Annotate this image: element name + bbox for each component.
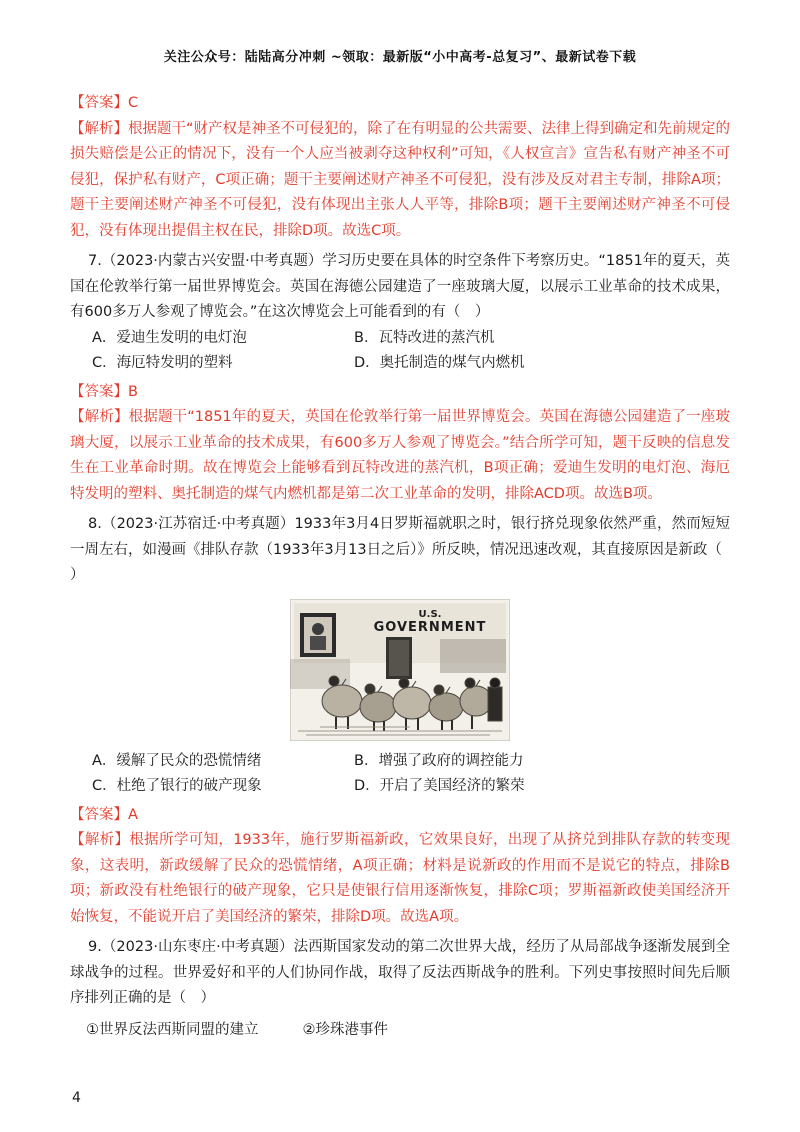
q6-analysis-paragraph: 【解析】根据题干“财产权是神圣不可侵犯的，除了在有明显的公共需要、法律上得到确定和先前规定的损失赔偿是公正的情况下，没有一个人应当被剥夺这种权利”可知，《人权宣言》宣告私有财产神圣不可侵犯，保护私有财产，C项正确；题干主要阐述财产神圣不可侵犯，没有涉及反对君主专制，排除A项；题干主要阐述财产神圣不可侵犯，没有体现出主张人人平等，排除B项；题干主要阐述财产神圣不可侵犯，没有体现出提倡主权在民，排除D项。故选C项。 xyxy=(70,120,731,239)
q7-option-a: A．爱迪生发明的电灯泡 xyxy=(92,329,247,346)
cartoon-image xyxy=(290,599,510,741)
svg-text:GOVERNMENT: GOVERNMENT xyxy=(373,619,487,635)
svg-text:U.S.: U.S. xyxy=(418,608,442,620)
q8-option-d: D．开启了美国经济的繁荣 xyxy=(354,778,525,794)
page-number: 4 xyxy=(72,1090,81,1106)
q7-options-row-1 xyxy=(70,326,730,352)
q8-option-a: A．缓解了民众的恐慌情绪 xyxy=(92,752,262,769)
q7-question-stem: 7.（2023·内蒙古兴安盟·中考真题）学习历史要在具体的时空条件下考察历史。“1851年的夏天，英国在伦敦举行第一届世界博览会。英国在海德公园建造了一座玻璃大厦，以展示工业革命的技术成果，有600多万人参观了博览会。”在这次博览会上可能看到的有（ ） xyxy=(70,253,730,320)
q7-options-row-2 xyxy=(70,351,730,377)
q8-question-stem: 8.（2023·江苏宿迁·中考真题）1933年3月4日罗斯福就职之时，银行挤兑现象依然严重，然而短短一周左右，如漫画《排队存款（1933年3月13日之后）》所反映，情况迅速改观，其直接原因是新政（ xyxy=(70,516,730,558)
q8-options-row-1 xyxy=(70,749,730,775)
q9-items-line xyxy=(70,1018,730,1044)
q8-analysis-paragraph: 【解析】根据所学可知，1933年，施行罗斯福新政，它效果良好，出现了从挤兑到排队存款的转变现象，这表明，新政缓解了民众的恐慌情绪，A项正确；材料是说新政的作用而不是说它的特点，排除B项；新政没有杜绝银行的破产现象，它只是使银行信用逐渐恢复，排除C项；罗斯福新政使美国经济开始恢复，不能说开启了美国经济的繁荣，排除D项。故选A项。 xyxy=(70,832,730,925)
q7-option-b: B．瓦特改进的蒸汽机 xyxy=(354,329,495,346)
q8-question-stem-close: ） xyxy=(70,567,85,583)
q8-cartoon-container xyxy=(70,599,730,741)
q9-item-1: ①世界反法西斯同盟的建立 xyxy=(86,1021,259,1038)
q8-options-row-2 xyxy=(70,774,730,800)
q8-option-b: B．增强了政府的调控能力 xyxy=(354,752,524,769)
q9-question-stem: 9.（2023·山东枣庄·中考真题）法西斯国家发动的第二次世界大战，经历了从局部战争逐渐发展到全球战争的过程。世界爱好和平的人们协同作战，取得了反法西斯战争的胜利。下列史事按照时间先后顺序排列正确的是（ ） xyxy=(70,939,730,1006)
page-header-text: 关注公众号：陆陆高分冲刺 ~领取：最新版“小中高考-总复习”、最新试卷下载 xyxy=(163,50,637,65)
q8-option-c: C．杜绝了银行的破产现象 xyxy=(92,778,262,794)
q7-answer-line: 【答案】B xyxy=(70,383,138,400)
q7-analysis-paragraph: 【解析】根据题干“1851年的夏天，英国在伦敦举行第一届世界博览会。英国在海德公园建造了一座玻璃大厦，以展示工业革命的技术成果，有600多万人参观了博览会。”结合所学可知，题干反映的信息发生在工业革命时期。故在博览会上能够看到瓦特改进的蒸汽机，B项正确；爱迪生发明的电灯泡、海厄特发明的塑料、奥托制造的煤气内燃机都是第二次工业革命的发明，排除ACD项。故选B项。 xyxy=(70,409,730,502)
q7-option-d: D．奥托制造的煤气内燃机 xyxy=(354,355,525,371)
q6-answer-line: 【答案】C xyxy=(70,95,139,111)
q7-option-c: C．海厄特发明的塑料 xyxy=(92,355,233,371)
q9-item-2: ②珍珠港事件 xyxy=(302,1021,388,1038)
portrait-frame-icon xyxy=(300,613,336,657)
q8-answer-line: 【答案】A xyxy=(70,806,138,823)
